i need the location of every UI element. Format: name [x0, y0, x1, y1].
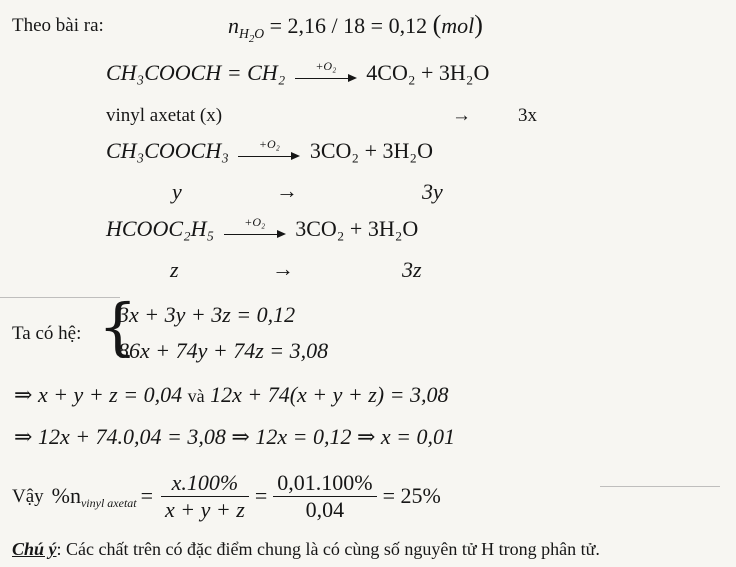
implies-icon: ⇒: [14, 424, 33, 449]
product-3x: 3x: [518, 105, 537, 126]
reaction-arrow-icon: +O₂: [224, 222, 286, 240]
water-moles-formula: $n_{H_2O} = 2,16 / 18 = 0,12$ (mol): [228, 10, 483, 45]
implies-icon: ⇒: [356, 424, 376, 449]
reaction-ethyl-formate: HCOOC₂H₅ +O₂ 3CO₂ + 3H₂O: [106, 214, 419, 241]
derivation-1: ⇒ x + y + z = 0,04 và 12x + 74(x + y + z) = 3,08: [14, 382, 449, 407]
scan-smudge: [600, 486, 720, 487]
reaction-methyl-acetate: CH₃COOCH₃ +O₂ 3CO₂ + 3H₂O: [106, 136, 433, 163]
vinyl-acetate-label: vinyl axetat (x): [106, 105, 223, 126]
system-label: Ta có hệ:: [12, 323, 82, 344]
system-eq-a: 3x + 3y + 3z = 0,12: [118, 302, 296, 327]
reaction-vinyl-acetate: [106, 58, 490, 85]
product-3y: 3y: [422, 179, 443, 204]
reactant-vinyl-acetate: CH₃COOCH = CH₂: [106, 60, 286, 85]
answer: = 25%: [382, 483, 441, 508]
reaction-arrow-icon: +O₂: [238, 144, 300, 162]
product-3z: 3z: [402, 257, 422, 282]
result-line: Vậy $\%n_{vinyl axetat}$ = $\frac{x.100\%}{x + y + z}$ = $\frac{0,01.100\%}{0,04}$ = 25%: [12, 469, 441, 522]
brace-icon: {: [98, 290, 138, 363]
implies-icon: ⇒: [14, 382, 33, 407]
fraction-numeric: $\frac{0,01.100\%}{0,04}$: [273, 472, 376, 521]
note-title: Chú ý: [12, 539, 57, 559]
system-eq-b: 86x + 74y + 74z = 3,08: [118, 338, 329, 363]
derivation-2: ⇒ 12x + 74.0,04 = 3,08 ⇒ 12x = 0,12 ⇒ x = 0,01: [14, 424, 456, 449]
intro-label: Theo bài ra:: [12, 15, 104, 36]
fraction-general: $\frac{x.100\%}{x + y + z}$: [161, 472, 249, 521]
var-y: y: [172, 179, 182, 204]
products-1: 4CO₂ + 3H₂O: [366, 60, 490, 85]
implies-icon: ⇒: [231, 424, 250, 449]
arrow-row3: →: [272, 256, 294, 281]
var-z: z: [170, 257, 179, 282]
arrow-row2: →: [276, 178, 298, 203]
note: Chú ý: Các chất trên có đặc điểm chung là có cùng số nguyên tử H trong phân tử.: [12, 539, 600, 559]
reaction-arrow-icon: +O₂: [295, 66, 357, 84]
note-text: Các chất trên có đặc điểm chung là có cùng số nguyên tử H trong phân tử.: [66, 539, 600, 559]
arrow-row1: →: [452, 105, 471, 126]
